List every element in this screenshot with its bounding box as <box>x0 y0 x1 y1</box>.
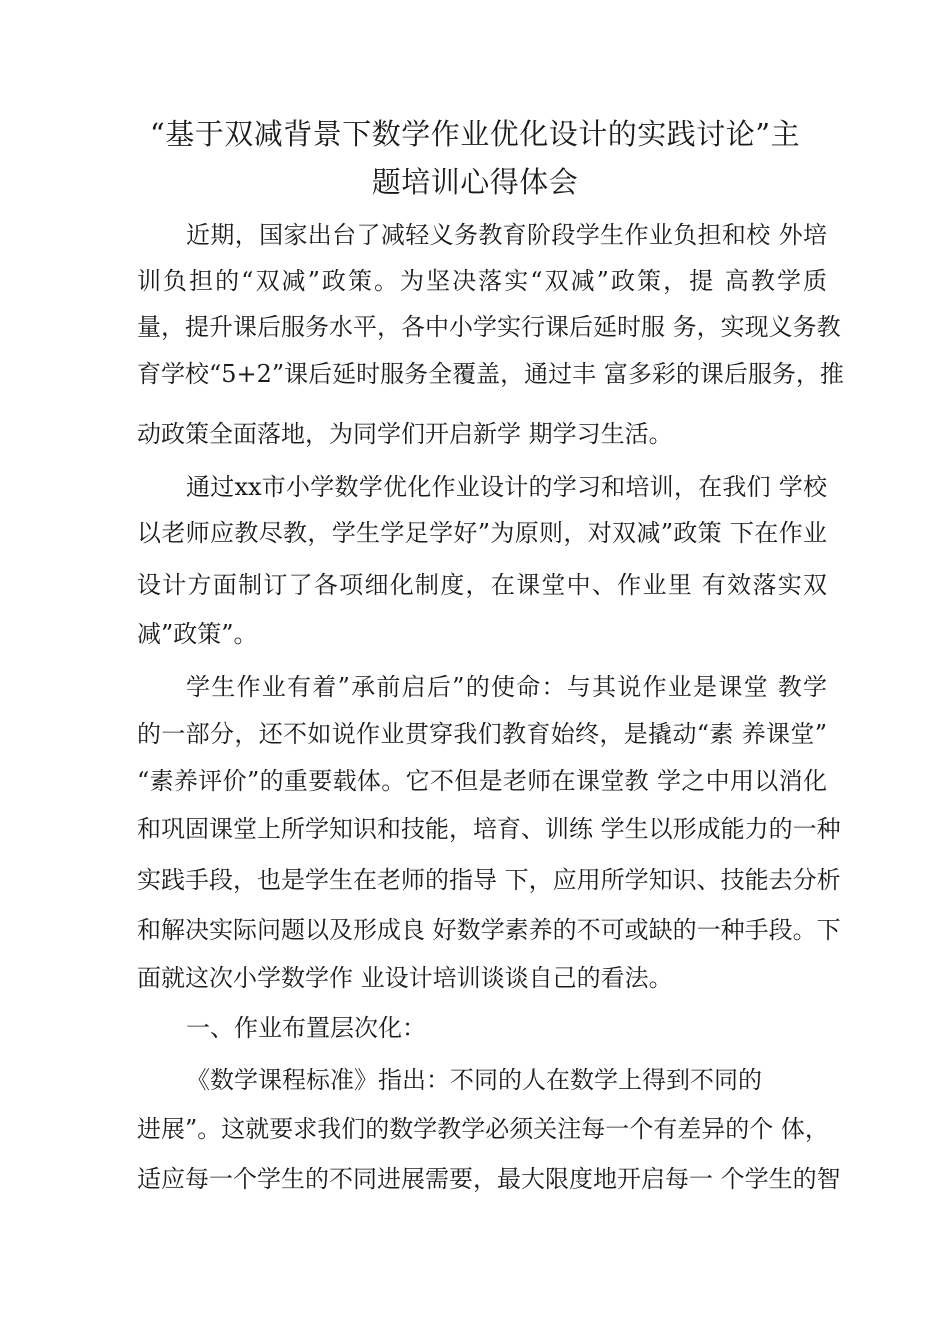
paragraph-1-line-3: 量，提升课后服务水平，各中小学实行课后延时服 务，实现义务教 <box>137 313 841 341</box>
paragraph-5-line-1: 《数学课程标准》指出：不同的人在数学上得到不同的 <box>186 1066 762 1094</box>
paragraph-3-line-2: 的一部分，还不如说作业贯穿我们教育始终，是撬动“素 养课堂” <box>137 720 827 748</box>
paragraph-5-line-2: 进展”。这就要求我们的数学教学必须关注每一个有差异的个 体， <box>137 1115 829 1143</box>
paragraph-3-line-6: 和解决实际问题以及形成良 好数学素养的不可或缺的一种手段。下 <box>137 916 841 944</box>
paragraph-5-line-3: 适应每一个学生的不同进展需要，最大限度地开启每一 个学生的智 <box>137 1165 841 1193</box>
paragraph-2-line-1: 通过xx市小学数学优化作业设计的学习和培训，在我们 学校 <box>186 473 827 501</box>
paragraph-3-line-4: 和巩固课堂上所学知识和技能，培育、训练 学生以形成能力的一种 <box>137 815 841 843</box>
paragraph-3-line-5: 实践手段，也是学生在老师的指导 下，应用所学知识、技能去分析 <box>137 866 841 894</box>
paragraph-1-line-4: 育学校“5+2”课后延时服务全覆盖，通过丰 富多彩的课后服务，推 <box>137 360 844 388</box>
document-title-line-2: 题培训心得体会 <box>371 165 579 199</box>
paragraph-2-line-2: 以老师应教尽教，学生学足学好”为原则，对双减”政策 下在作业 <box>137 519 827 547</box>
section-heading-1: 一、作业布置层次化： <box>186 1014 426 1042</box>
paragraph-2-line-3: 设计方面制订了各项细化制度，在课堂中、作业里 有效落实双 <box>137 571 827 599</box>
document-title-line-1: “基于双减背景下数学作业优化设计的实践讨论”主 <box>149 117 801 151</box>
paragraph-1-line-1: 近期，国家出台了减轻义务教育阶段学生作业负担和校 外培 <box>186 221 827 249</box>
paragraph-1-line-2: 训负担的“双减”政策。为坚决落实“双减”政策，提 高教学质 <box>137 267 827 295</box>
paragraph-3-line-7: 面就这次小学数学作 业设计培训谈谈自己的看法。 <box>137 964 673 992</box>
paragraph-2-line-4: 减”政策”。 <box>137 620 258 648</box>
paragraph-1-line-5: 动政策全面落地，为同学们开启新学 期学习生活。 <box>137 420 673 448</box>
paragraph-3-line-1: 学生作业有着”承前启后”的使命：与其说作业是课堂 教学 <box>186 673 827 701</box>
paragraph-3-line-3: “素养评价”的重要载体。它不但是老师在课堂教 学之中用以消化 <box>137 767 827 795</box>
